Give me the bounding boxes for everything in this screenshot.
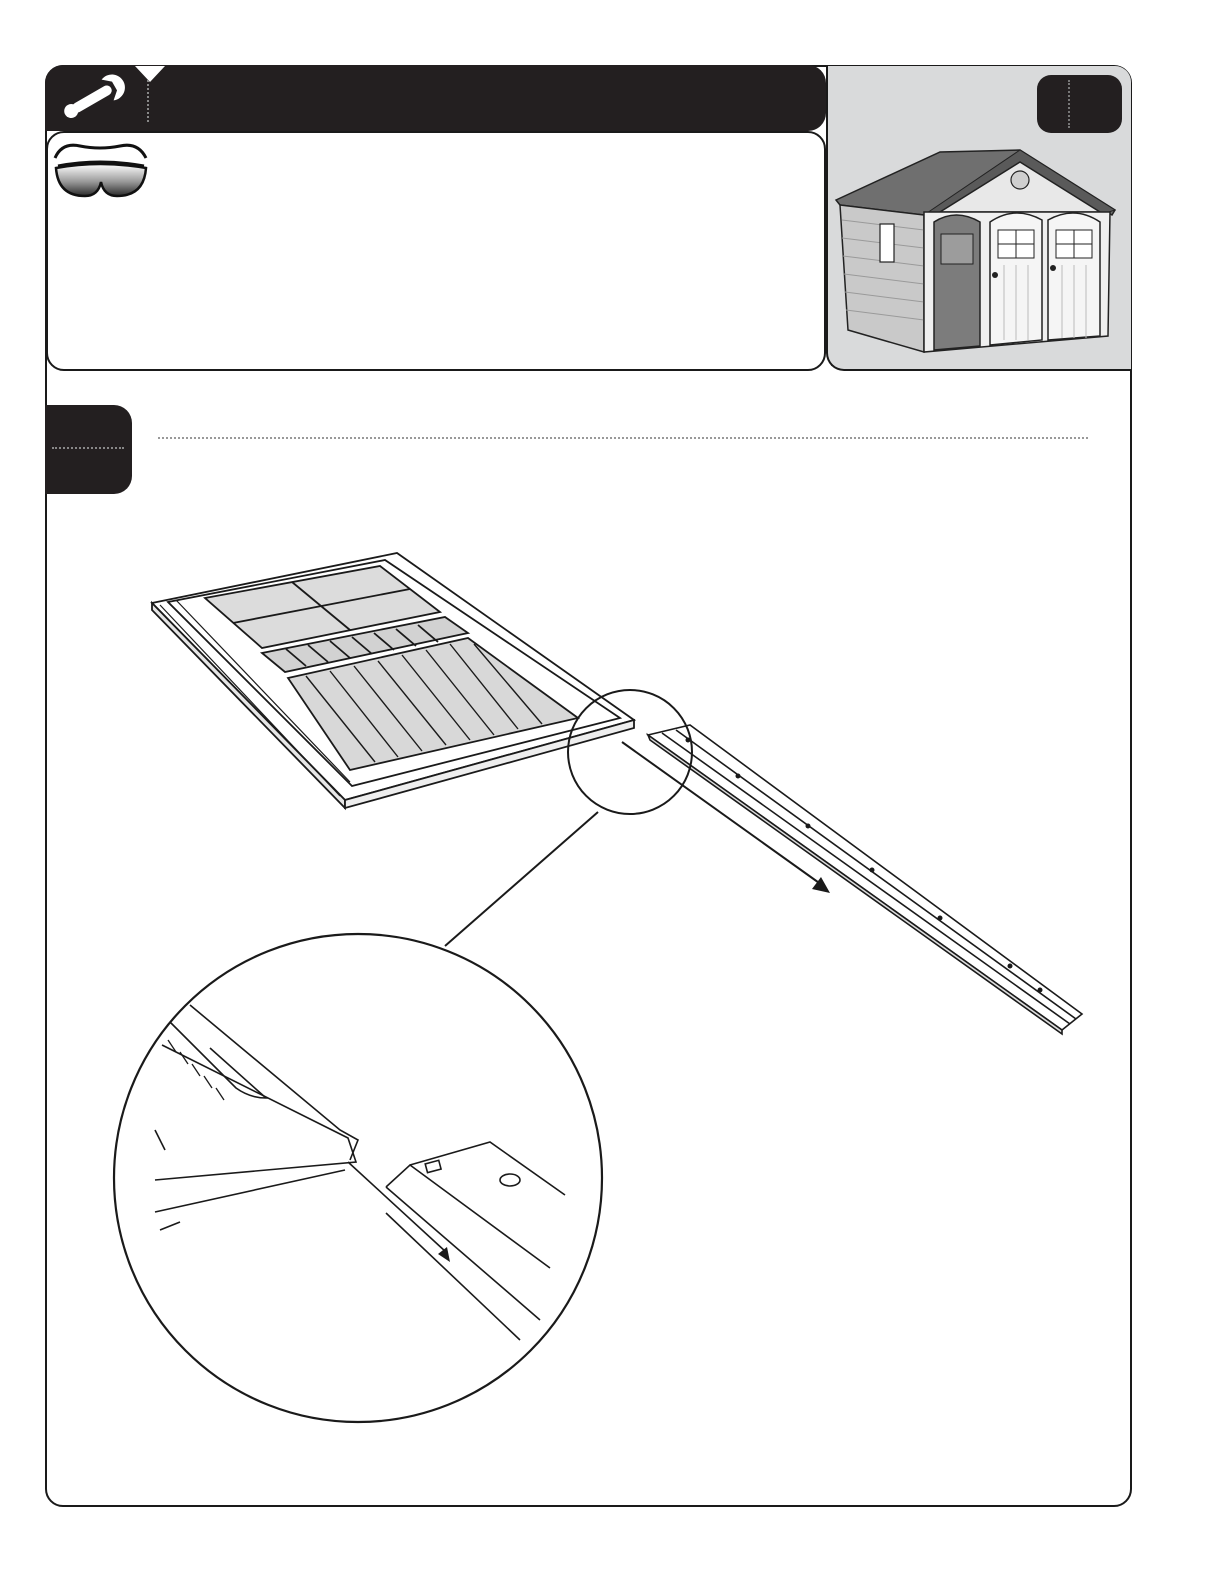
connector-line: [445, 812, 598, 946]
door-panel: [152, 553, 634, 808]
door-track-rail: [648, 725, 1082, 1034]
detail-circle: [114, 934, 602, 1422]
